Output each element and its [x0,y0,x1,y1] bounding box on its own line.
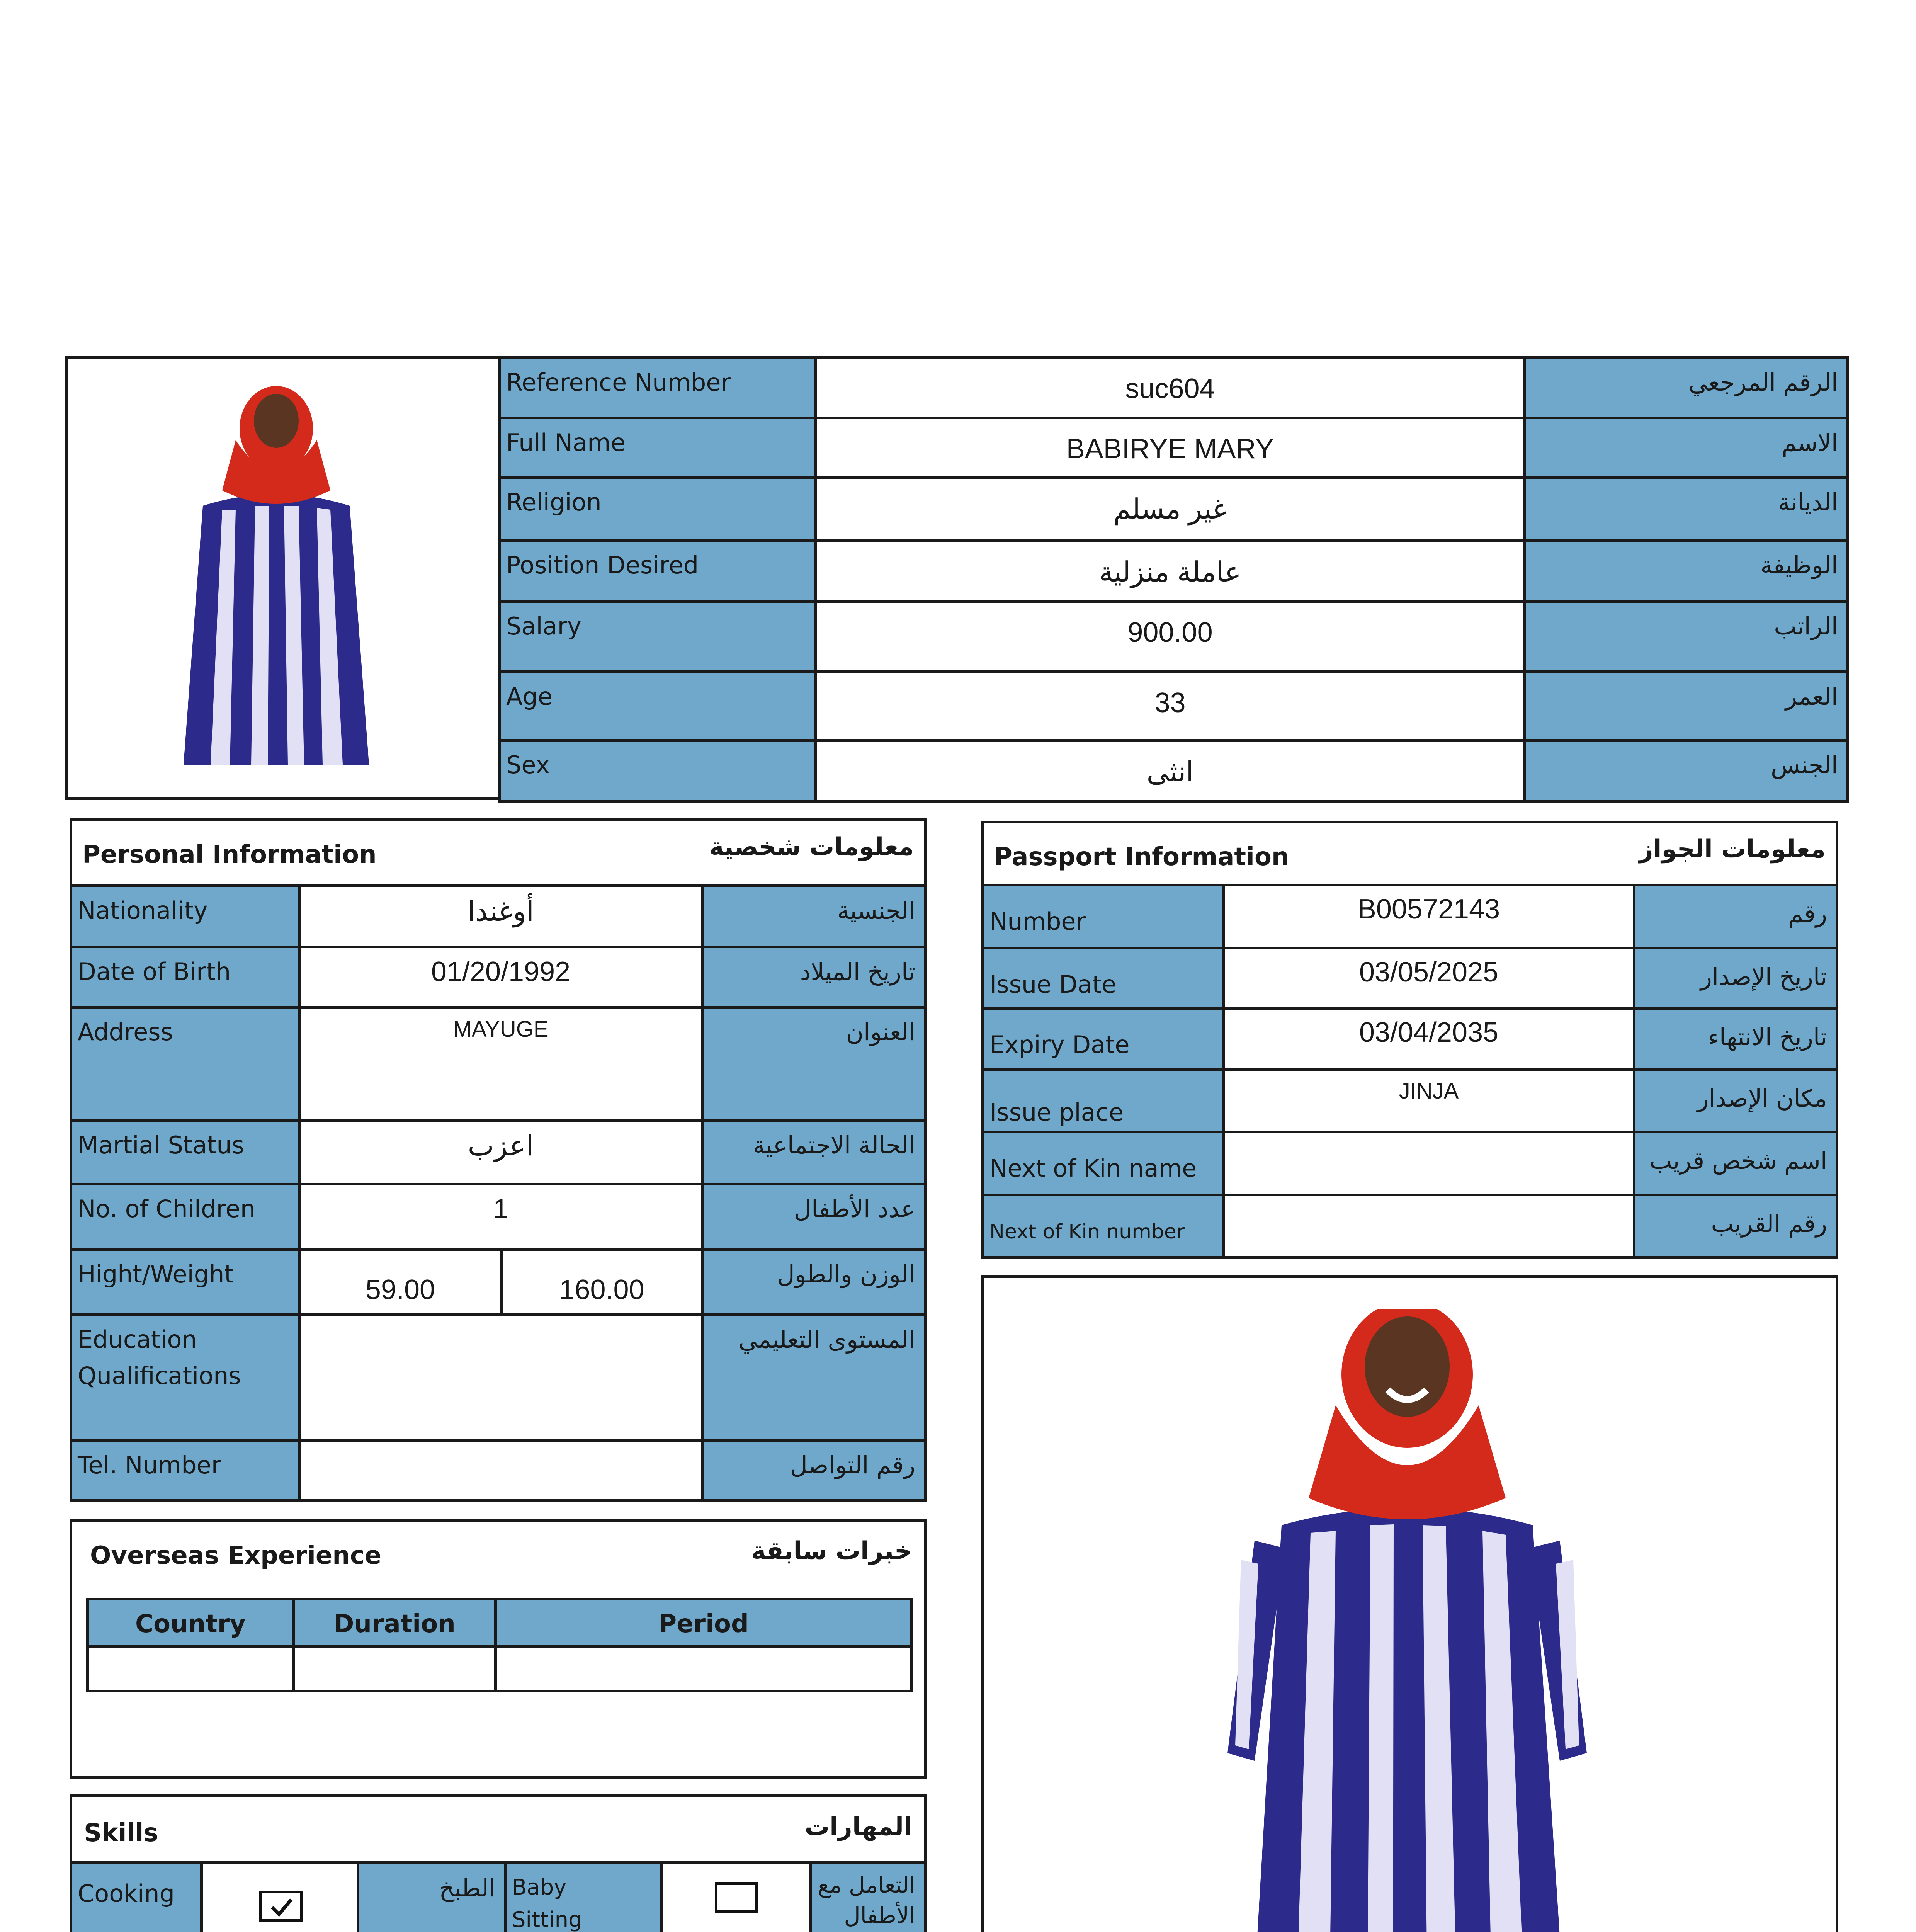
skill-label-ar-0: الطبخ [357,1861,507,1932]
passport-info-title-ar: معلومات الجواز [1639,835,1826,864]
passport-value-kin_name [1222,1131,1635,1196]
personal-label-marital: Martial Status [70,1119,301,1185]
passport-label-number: Number [981,884,1225,949]
profile-value-position: عاملة منزلية [814,539,1526,603]
baby-sitting-ar-line1: التعامل مع [818,1872,915,1898]
checkmark-icon [267,1896,295,1919]
personal-value-address: MAYUGE [298,1006,704,1122]
passport-label-expiry_date: Expiry Date [981,1007,1225,1071]
baby-sitting-line1: Baby [512,1875,567,1900]
passport-value-expiry_date: 03/04/2035 [1222,1007,1635,1071]
personal-label-ar-children: عدد الأطفال [701,1183,927,1251]
skills-title-ar: المهارات [804,1813,912,1841]
profile-value-religion: غير مسلم [814,476,1526,542]
profile-label-religion: Religion [498,476,817,542]
profile-label-position: Position Desired [498,539,817,603]
skill-label-1 [504,1861,663,1932]
profile-label-ar-position: الوظيفة [1523,539,1849,603]
education-label-line2: Qualifications [78,1361,241,1390]
passport-label-issue_date: Issue Date [981,947,1225,1010]
profile-label-ar-religion: الديانة [1523,476,1849,542]
personal-label-ar-address: العنوان [701,1006,927,1122]
personal-label-address: Address [70,1006,301,1122]
passport-label-kin_number: Next of Kin number [981,1194,1225,1259]
profile-label-ar-reference: الرقم المرجعي [1523,356,1849,419]
overseas-col-duration: Duration [292,1598,497,1648]
personal-value-nationality: أوغندا [298,884,704,948]
full-photo-frame [981,1275,1838,1932]
skill-checkbox-cell-0 [200,1861,359,1932]
baby-sitting-line2: Sitting [512,1907,582,1932]
skill-checkbox-cell-1 [660,1861,812,1932]
passport-label-ar-issue_date: تاريخ الإصدار [1633,947,1838,1010]
personal-label-dob: Date of Birth [70,946,301,1009]
education-label-line1: Education [78,1325,197,1354]
passport-label-ar-kin_name: اسم شخص قريب [1633,1131,1838,1196]
passport-label-ar-number: رقم [1633,884,1838,949]
personal-label-ar-tel: رقم التواصل [701,1439,927,1502]
personal-value-height: 59.00 [298,1248,503,1316]
profile-photo-frame [65,356,501,800]
profile-value-salary: 900.00 [814,600,1526,673]
passport-value-number: B00572143 [1222,884,1635,949]
personal-value-marital: اعزب [298,1119,704,1185]
profile-label-ar-age: العمر [1523,670,1849,742]
profile-label-sex: Sex [498,739,817,803]
personal-value-dob: 01/20/1992 [298,946,704,1009]
overseas-experience-box [70,1519,927,1779]
personal-label-children: No. of Children [70,1183,301,1251]
overseas-title-en: Overseas Experience [90,1541,382,1570]
passport-info-header [981,821,1838,886]
profile-value-full_name: BABIRYE MARY [814,417,1526,479]
personal-value-education [298,1313,704,1442]
profile-photo [168,378,384,780]
personal-value-children: 1 [298,1183,704,1251]
profile-label-ar-full_name: الاسم [1523,417,1849,479]
overseas-cell-duration [292,1645,497,1692]
skill-checkbox-0[interactable] [259,1891,303,1922]
skill-label-0: Cooking [70,1861,203,1932]
profile-value-sex: انثى [814,739,1526,803]
full-photo [1212,1309,1602,1932]
skills-title-en: Skills [84,1819,158,1847]
profile-label-salary: Salary [498,600,817,673]
personal-label-ar-nationality: الجنسية [701,884,927,948]
baby-sitting-ar-line2: الأطفال [844,1902,915,1929]
personal-value-weight: 160.00 [500,1248,704,1316]
profile-label-ar-sex: الجنس [1523,739,1849,803]
personal-info-title-ar: معلومات شخصية [709,833,914,861]
personal-label-height_weight: Hight/Weight [70,1248,301,1316]
skill-checkbox-1[interactable] [715,1882,758,1913]
profile-value-age: 33 [814,670,1526,742]
personal-info-title-en: Personal Information [82,840,377,869]
passport-info-title-en: Passport Information [994,843,1289,871]
personal-value-tel [298,1439,704,1502]
overseas-col-period: Period [494,1598,913,1648]
skills-header [70,1794,927,1864]
overseas-title-ar: خبرات سابقة [751,1537,912,1565]
passport-label-ar-expiry_date: تاريخ الانتهاء [1633,1007,1838,1071]
overseas-col-country: Country [86,1598,295,1648]
personal-label-ar-height_weight: الوزن والطول [701,1248,927,1316]
passport-value-kin_number [1222,1194,1635,1259]
passport-label-ar-kin_number: رقم القريب [1633,1194,1838,1259]
personal-label-ar-dob: تاريخ الميلاد [701,946,927,1009]
profile-label-ar-salary: الراتب [1523,600,1849,673]
profile-label-reference: Reference Number [498,356,817,419]
passport-label-issue_place: Issue place [981,1068,1225,1133]
passport-label-ar-issue_place: مكان الإصدار [1633,1068,1838,1133]
personal-label-education [70,1313,301,1442]
overseas-table [86,1598,913,1694]
personal-label-ar-education: المستوى التعليمي [701,1313,927,1442]
profile-value-reference: suc604 [814,356,1526,419]
passport-value-issue_date: 03/05/2025 [1222,947,1635,1010]
personal-label-ar-marital: الحالة الاجتماعية [701,1119,927,1185]
skill-label-ar-1 [809,1861,927,1932]
personal-label-tel: Tel. Number [70,1439,301,1502]
personal-label-nationality: Nationality [70,884,301,948]
passport-label-kin_name: Next of Kin name [981,1131,1225,1196]
profile-label-full_name: Full Name [498,417,817,479]
passport-value-issue_place: JINJA [1222,1068,1635,1133]
overseas-cell-country [86,1645,295,1692]
profile-label-age: Age [498,670,817,742]
personal-info-header [70,818,927,887]
overseas-cell-period [494,1645,913,1692]
